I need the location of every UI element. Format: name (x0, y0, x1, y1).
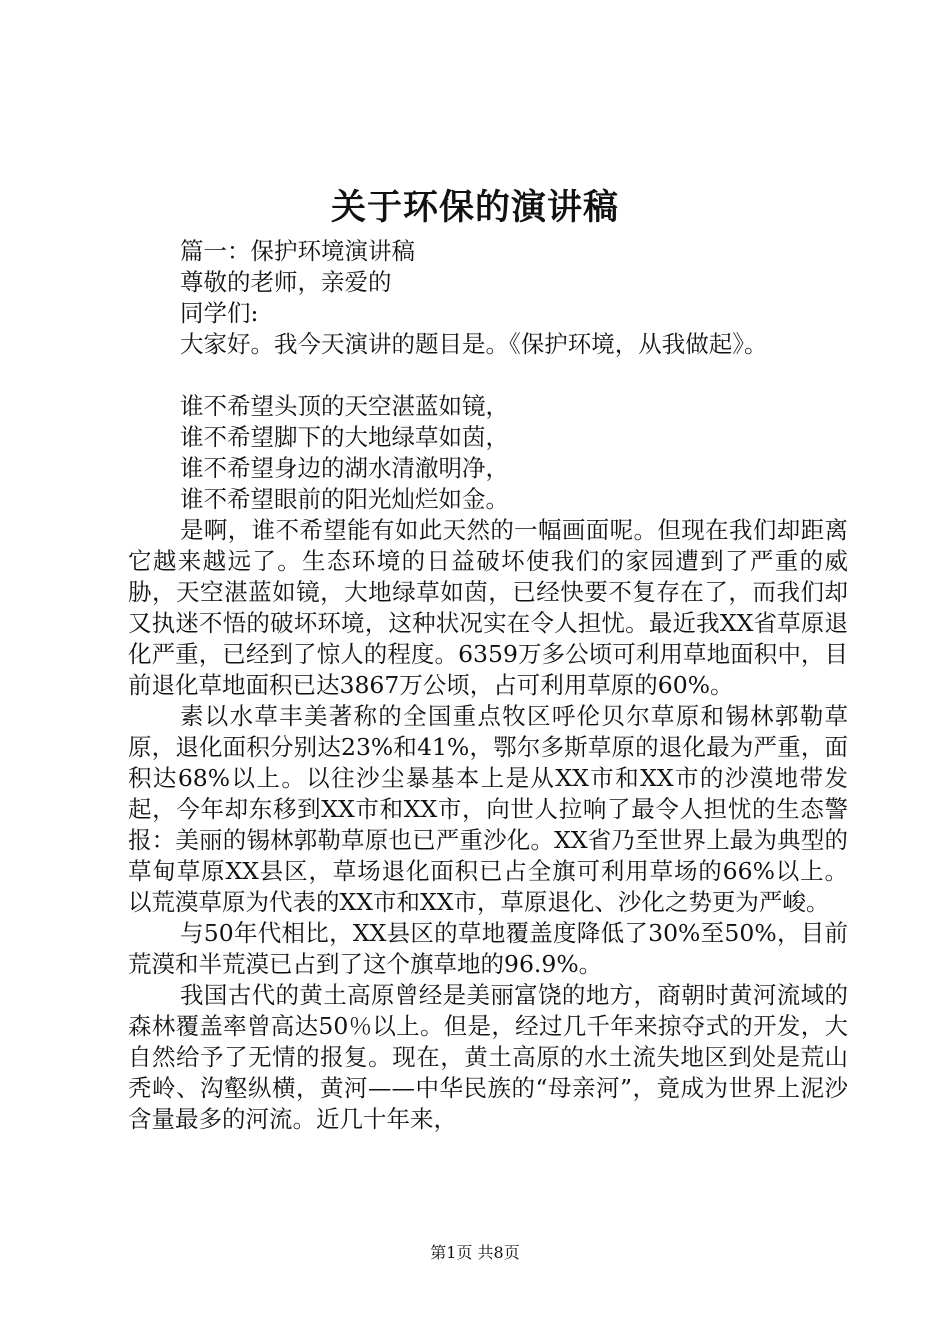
document-body (128, 236, 848, 1135)
poem-line: 谁不希望头顶的天空湛蓝如镜， (180, 392, 509, 420)
poem-line: 谁不希望身边的湖水清澈明净， (180, 454, 509, 482)
section-heading: 篇一：保护环境演讲稿 (180, 237, 415, 265)
body-paragraph: 我国古代的黄土高原曾经是美丽富饶的地方，商朝时黄河流域的森林覆盖率曾高达50％以上。但是，经过几千年来掠夺式的开发，大自然给予了无情的报复。现在，黄土高原的水土流失地区到处是荒山秃岭、沟壑纵横，黄河——中华民族的“母亲河”，竟成为世界上泥沙含量最多的河流。近几十年来， (128, 981, 848, 1133)
greeting-line: 大家好。我今天演讲的题目是。《保护环境，从我做起》。 (180, 330, 768, 358)
salutation-line: 同学们: (180, 299, 259, 327)
body-paragraph: 素以水草丰美著称的全国重点牧区呼伦贝尔草原和锡林郭勒草原，退化面积分别达23%和41%，鄂尔多斯草原的退化最为严重，面积达68%以上。以往沙尘暴基本上是从XX市和XX市的沙漠地带发起，今年却东移到XX市和XX市，向世人拉响了最令人担忧的生态警报：美丽的锡林郭勒草原也已严重沙化。XX省乃至世界上最为典型的草甸草原XX县区，草场退化面积已占全旗可利用草场的66%以上。以荒漠草原为代表的XX市和XX市，草原退化、沙化之势更为严峻。 (128, 702, 848, 916)
salutation-line: 尊敬的老师，亲爱的 (180, 268, 392, 296)
document-title: 关于环保的演讲稿 (330, 187, 619, 228)
body-paragraph: 与50年代相比，XX县区的草地覆盖度降低了30%至50%，目前荒漠和半荒漠已占到了这个旗草地的96.9%。 (128, 919, 848, 978)
page-footer: 第1页 共8页 (430, 1243, 520, 1262)
blank-line (128, 360, 848, 391)
poem-line: 谁不希望眼前的阳光灿烂如金。 (180, 485, 509, 513)
body-paragraph: 是啊，谁不希望能有如此天然的一幅画面呢。但现在我们却距离它越来越远了。生态环境的日益破坏使我们的家园遭到了严重的威胁，天空湛蓝如镜，大地绿草如茵，已经快要不复存在了，而我们却又执迷不悟的破坏环境，这种状况实在令人担忧。最近我XX省草原退化严重，已经到了惊人的程度。6359万多公顷可利用草地面积中，目前退化草地面积已达3867万公顷，占可利用草原的60%。 (128, 516, 848, 699)
poem-line: 谁不希望脚下的大地绿草如茵， (180, 423, 509, 451)
